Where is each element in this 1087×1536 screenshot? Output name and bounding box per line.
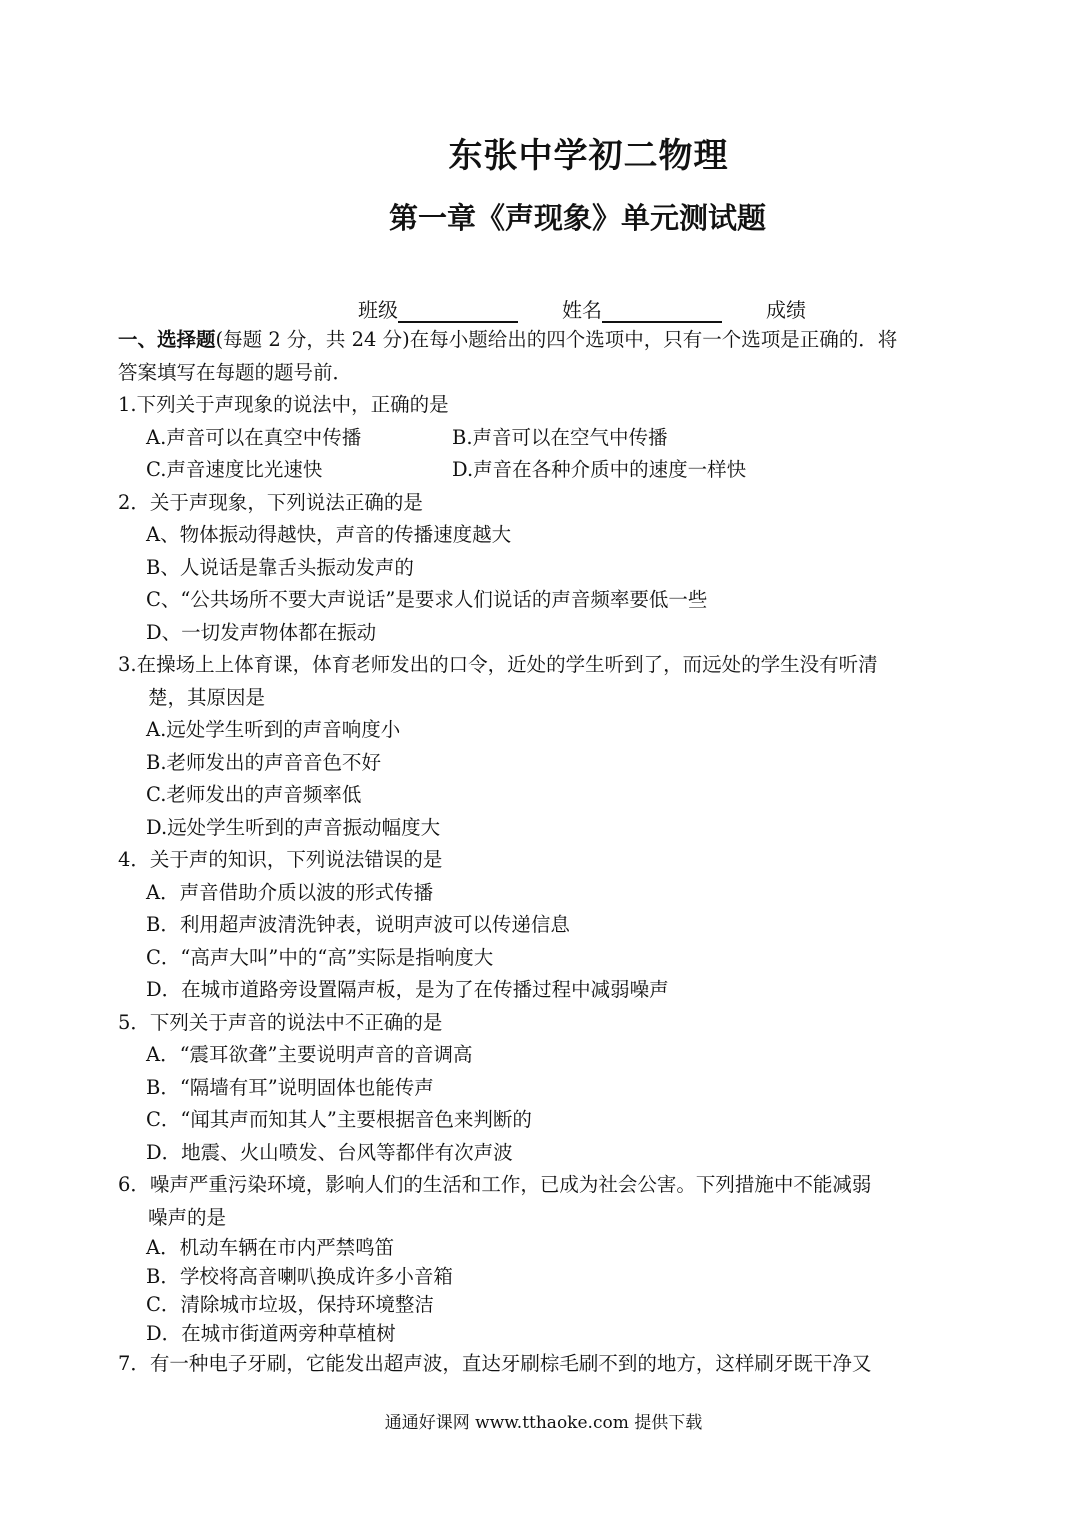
question-2-option-b: B、人说话是靠舌头振动发声的: [146, 555, 414, 579]
question-6-option-b: B．学校将高音喇叭换成许多小音箱: [146, 1264, 453, 1288]
question-3-option-c: C.老师发出的声音频率低: [146, 783, 362, 806]
question-3-stem-line2: 楚，其原因是: [148, 685, 266, 709]
question-4-option-b: B．利用超声波清洗钟表，说明声波可以传递信息: [146, 913, 570, 936]
name-blank: [602, 301, 722, 323]
question-4-option-a: A．声音借助介质以波的形式传播: [146, 880, 434, 904]
question-4-option-c: C．“高声大叫”中的“高”实际是指响度大: [146, 945, 494, 969]
name-label: 姓名: [562, 298, 602, 322]
question-5-stem: 5．下列关于声音的说法中不正确的是: [118, 1010, 443, 1034]
test-title: 第一章《声现象》单元测试题: [388, 201, 766, 235]
question-3-option-a: A.远处学生听到的声音响度小: [146, 718, 401, 741]
section1-heading: 一、选择题: [118, 328, 216, 351]
question-6-option-d: D．在城市街道两旁种草植树: [146, 1321, 396, 1345]
question-4-option-d: D．在城市道路旁设置隔声板，是为了在传播过程中减弱噪声: [146, 978, 669, 1001]
question-7-stem-line1: 7．有一种电子牙刷，它能发出超声波，直达牙刷棕毛刷不到的地方，这样刷牙既干净又: [118, 1352, 872, 1375]
section1-instruction-line2: 答案填写在每题的题号前．: [118, 360, 353, 384]
section1-instruction: [118, 324, 978, 357]
question-3-option-d: D.远处学生听到的声音振动幅度大: [146, 815, 441, 839]
question-6-option-a: A．机动车辆在市内严禁鸣笛: [146, 1236, 395, 1259]
question-2-option-d: D、一切发声物体都在振动: [146, 620, 377, 644]
question-5-option-d: D．地震、火山喷发、台风等都伴有次声波: [146, 1140, 513, 1164]
question-3-stem-line1: 3.在操场上上体育课，体育老师发出的口令，近处的学生听到了，而远处的学生没有听清: [118, 653, 878, 676]
question-5-option-b: B．“隔墙有耳”说明固体也能传声: [146, 1075, 434, 1099]
question-1-option-c: C.声音速度比光速快: [146, 458, 323, 481]
page-footer: 通通好课网 www.tthaoke.com 提供下载: [384, 1413, 703, 1433]
class-label: 班级: [358, 298, 398, 322]
section1-instruction-line1: (每题 2 分，共 24 分)在每小题给出的四个选项中，只有一个选项是正确的．将: [215, 328, 898, 351]
student-info-line: [358, 294, 806, 323]
question-6-stem-line2: 噪声的是: [148, 1205, 227, 1229]
question-content: [118, 324, 978, 1381]
question-1-option-d: D.声音在各种介质中的速度一样快: [452, 458, 747, 481]
question-5-option-c: C．“闻其声而知其人”主要根据音色来判断的: [146, 1108, 532, 1131]
question-4-stem: 4．关于声的知识，下列说法错误的是: [118, 848, 443, 871]
question-6-option-c: C．清除城市垃圾，保持环境整洁: [146, 1293, 434, 1316]
question-1-option-a: A.声音可以在真空中传播: [146, 425, 362, 449]
class-blank: [398, 301, 518, 323]
question-2-option-c: C、“公共场所不要大声说话”是要求人们说话的声音频率要低一些: [146, 588, 708, 611]
question-1-options-row1: [118, 422, 978, 455]
question-1-stem: 1.下列关于声现象的说法中，正确的是: [118, 393, 449, 416]
question-1-option-b: B.声音可以在空气中传播: [452, 425, 668, 449]
question-5-option-a: A．“震耳欲聋”主要说明声音的音调高: [146, 1043, 473, 1066]
question-2-stem: 2．关于声现象，下列说法正确的是: [118, 490, 423, 514]
question-3-option-b: B.老师发出的声音音色不好: [146, 750, 382, 774]
question-1-options-row2: [118, 454, 978, 487]
school-title: 东张中学初二物理: [448, 136, 729, 176]
question-6-stem-line1: 6．噪声严重污染环境，影响人们的生活和工作，已成为社会公害。下列措施中不能减弱: [118, 1173, 872, 1196]
score-label: 成绩: [766, 298, 806, 322]
question-2-option-a: A、物体振动得越快，声音的传播速度越大: [146, 523, 512, 546]
